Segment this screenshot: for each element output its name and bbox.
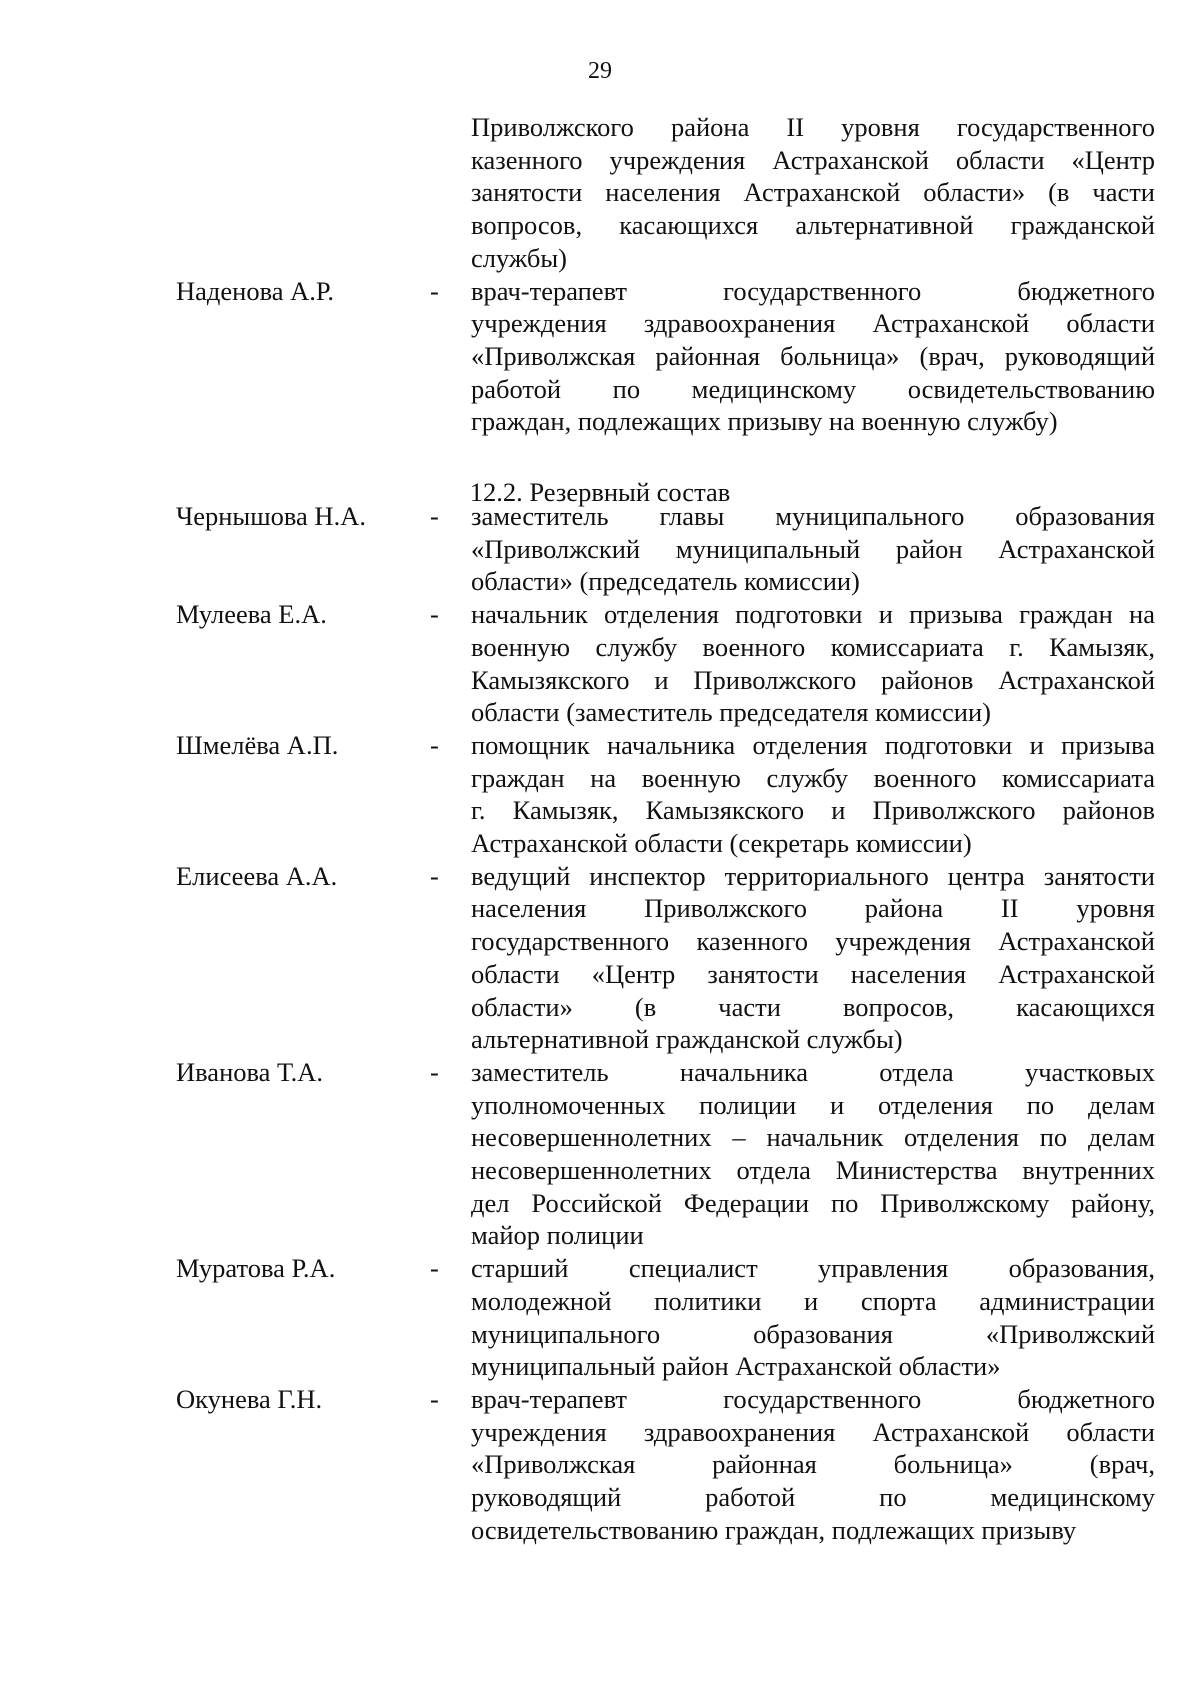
section-title: 12.2. Резервный состав — [469, 477, 731, 507]
description-line: населения Приволжского района II уровня — [471, 893, 1155, 924]
description-line: государственного казенного учреждения Астраханской — [471, 926, 1155, 957]
description-line: учреждения здравоохранения Астраханской области — [471, 1416, 1155, 1447]
description-line: службы) — [471, 242, 567, 273]
main-composition-continued — [0, 111, 1200, 438]
dash-separator: - — [430, 1383, 439, 1414]
member-position-description — [471, 1383, 1155, 1547]
member-entry — [0, 1252, 1200, 1383]
description-line: области» (председатель комиссии) — [471, 566, 860, 597]
member-name: Елисеева А.А. — [176, 860, 338, 891]
member-entry — [0, 275, 1200, 439]
member-position-description — [471, 729, 1155, 860]
member-entry — [0, 1383, 1200, 1547]
dash-separator: - — [430, 599, 439, 630]
description-line: помощник начальника отделения подготовки и призыва — [471, 729, 1155, 760]
description-line: начальник отделения подготовки и призыва граждан на — [471, 599, 1155, 630]
dash-separator: - — [430, 1253, 439, 1284]
member-name: Окунева Г.Н. — [176, 1383, 323, 1414]
description-line: врач-терапевт государственного бюджетного — [471, 275, 1155, 306]
description-line: муниципального образования «Приволжский — [471, 1318, 1155, 1349]
member-entry — [0, 729, 1200, 860]
description-line: старший специалист управления образования, — [471, 1253, 1155, 1284]
member-name: Мулеева Е.А. — [176, 599, 327, 630]
description-line: уполномоченных полиции и отделения по делам — [471, 1089, 1155, 1120]
description-line: области» (в части вопросов, касающихся — [471, 991, 1155, 1022]
member-entry — [0, 1056, 1200, 1252]
description-line: освидетельствованию граждан, подлежащих призыву — [471, 1514, 1077, 1545]
description-line: «Приволжская районная больница» (врач, — [471, 1449, 1155, 1480]
member-position-description — [471, 275, 1155, 439]
member-position-description — [471, 500, 1155, 598]
description-line: руководящий работой по медицинскому — [471, 1482, 1155, 1513]
member-entry — [0, 500, 1200, 598]
page-number: 29 — [588, 58, 612, 84]
description-line: несовершеннолетних – начальник отделения по делам — [471, 1122, 1155, 1153]
description-line: работой по медицинскому освидетельствованию — [471, 373, 1155, 404]
description-line: Приволжского района II уровня государственного — [471, 112, 1155, 142]
dash-separator: - — [430, 275, 439, 306]
member-name: Муратова Р.А. — [176, 1253, 336, 1284]
dash-separator: - — [430, 860, 439, 891]
description-line: граждан, подлежащих призыву на военную службу) — [471, 406, 1058, 437]
description-line: Камызякского и Приволжского районов Астраханской — [471, 664, 1155, 695]
member-position-description — [471, 1056, 1155, 1252]
description-line: муниципальный район Астраханской области» — [471, 1351, 1001, 1382]
member-position-description — [471, 1252, 1155, 1383]
description-line: г. Камызяк, Камызякского и Приволжского районов — [471, 795, 1155, 826]
description-line: несовершеннолетних отдела Министерства внутренних — [471, 1155, 1155, 1186]
dash-separator: - — [430, 729, 439, 760]
description-line: области (заместитель председателя комиссии) — [471, 697, 991, 728]
member-name: Шмелёва А.П. — [176, 729, 339, 760]
description-line: занятости населения Астраханской области» (в части — [471, 177, 1155, 208]
description-line: врач-терапевт государственного бюджетного — [471, 1383, 1155, 1414]
description-line: вопросов, касающихся альтернативной гражданской — [471, 210, 1155, 241]
member-position-description — [471, 598, 1155, 729]
description-line: ведущий инспектор территориального центра занятости — [471, 860, 1155, 891]
reserve-composition-list — [0, 500, 1200, 1547]
member-name: Наденова А.Р. — [176, 275, 334, 306]
member-entry — [0, 860, 1200, 1056]
description-line: граждан на военную службу военного комиссариата — [471, 762, 1155, 793]
member-position-description — [471, 111, 1155, 275]
description-line: дел Российской Федерации по Приволжскому району, — [471, 1187, 1155, 1218]
description-line: учреждения здравоохранения Астраханской области — [471, 308, 1155, 339]
member-position-description — [471, 860, 1155, 1056]
description-line: Астраханской области (секретарь комиссии) — [471, 828, 972, 859]
description-line: «Приволжский муниципальный район Астраханской — [471, 533, 1155, 564]
description-line: майор полиции — [471, 1220, 644, 1251]
dash-separator: - — [430, 1056, 439, 1087]
dash-separator: - — [430, 501, 439, 531]
description-line: альтернативной гражданской службы) — [471, 1024, 903, 1055]
member-name: Чернышова Н.А. — [176, 501, 366, 531]
description-line: области «Центр занятости населения Астраханской — [471, 958, 1155, 989]
description-line: «Приволжская районная больница» (врач, руководящий — [471, 340, 1155, 371]
description-line: заместитель начальника отдела участковых — [471, 1056, 1155, 1087]
description-line: молодежной политики и спорта администрации — [471, 1285, 1155, 1316]
description-line: заместитель главы муниципального образования — [471, 501, 1155, 531]
description-line: казенного учреждения Астраханской области «Центр — [471, 144, 1155, 175]
member-name: Иванова Т.А. — [176, 1056, 323, 1087]
description-line: военную службу военного комиссариата г. Камызяк, — [471, 631, 1155, 662]
member-entry — [0, 598, 1200, 729]
member-entry — [0, 111, 1200, 275]
